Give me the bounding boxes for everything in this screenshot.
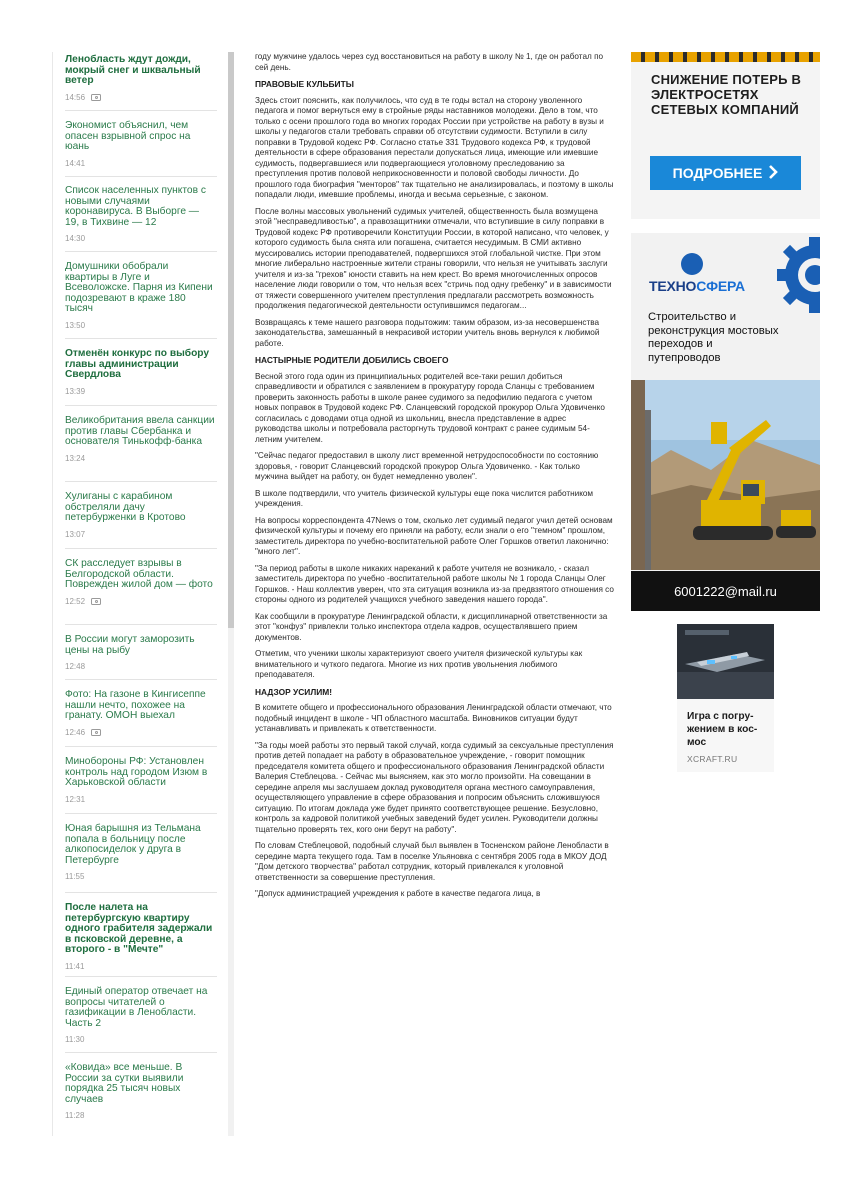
news-divider xyxy=(65,746,217,747)
news-time: 11:41 xyxy=(65,961,85,971)
news-meta xyxy=(65,234,215,243)
news-item[interactable] xyxy=(65,903,215,971)
news-title[interactable]: «Ковида» все меньше. В России за сутки выявили порядка 25 тысяч новых случаев xyxy=(65,1062,184,1105)
news-time: 14:30 xyxy=(65,234,86,244)
news-time: 14:41 xyxy=(65,158,86,168)
article-paragraph: На вопросы корреспондента 47News о том, сколько лет судимый педагог учил детей основам физической культуры и почему его приняли на работу, если знали о его "темном" прошлом, заместитель директора по учебно-воспитательной работе Олег Горшков ответил лаконично: "много лет". xyxy=(255,515,613,556)
article-paragraph: В школе подтвердили, что учитель физической культуры еще пока числится работником учреждения. xyxy=(255,488,594,508)
news-meta xyxy=(65,728,215,737)
news-divider xyxy=(65,624,217,625)
news-meta xyxy=(65,962,215,971)
chevron-right-icon xyxy=(768,165,778,182)
article-paragraph: "Сейчас педагог предоставил в школу лист временной нетрудоспособности по состоянию здоровья, - говорит Сланцевский городской прокурор Ольга Удовиченко. - Как только мужчина выйдет на работу, он будет немедленно уволен". xyxy=(255,451,599,481)
news-time: 12:46 xyxy=(65,727,86,737)
news-item[interactable] xyxy=(65,1063,215,1120)
news-meta xyxy=(65,795,215,804)
news-item[interactable] xyxy=(65,635,215,671)
news-title[interactable]: После налета на петербургскую квартиру одного грабителя задержали в псковской деревне, а второго - в "Мечте" xyxy=(65,902,213,956)
article-paragraph: Как сообщили в прокуратуре Ленинградской области, к дисциплинарной ответственности за этот "конфуз" привлекли только инспектора отдела кадров, осуществлявшего прием документов. xyxy=(255,611,608,642)
news-meta xyxy=(65,530,215,539)
news-divider xyxy=(65,481,217,482)
news-title[interactable]: Список населенных пунктов с новыми случаями коронавируса. В Выборге — 19, в Тихвине — 12 xyxy=(65,185,206,228)
news-item[interactable] xyxy=(65,262,215,330)
news-item[interactable] xyxy=(65,690,215,737)
article-paragraph: Весной этого года один из принципиальных родителей все-таки решил добиться справедливости и обратился с заявлением в прокуратуру города Сланцы с требованием проверить законность работы в школе ранее судимого за педофилию педагога с учетом новых поправок в Трудовой кодекс РФ. Сланцевский городской прокурор Ольга Удовиченко согласилась с доводами отца одной из школьниц, внесла представление в адрес руководства школы и потребовала расторгнуть трудовой контракт с ранее судимым 54-летним учителем. xyxy=(255,371,605,444)
news-time: 12:31 xyxy=(65,794,86,804)
news-meta xyxy=(65,597,215,606)
ad-email[interactable]: 6001222@mail.ru xyxy=(631,571,820,611)
news-title[interactable]: Домушники обобрали квартиры в Луге и Всеволожске. Парня из Кипени подозревают в краже 180 тысяч xyxy=(65,261,213,315)
ad-brand xyxy=(649,278,745,294)
scrollbar-thumb[interactable] xyxy=(228,52,234,628)
news-title[interactable]: Ленобласть ждут дожди, мокрый снег и шквальный ветер xyxy=(65,54,201,87)
news-time: 14:56 xyxy=(65,92,86,102)
excavator-photo xyxy=(631,380,820,570)
news-time: 13:24 xyxy=(65,453,86,463)
ad-source: XCRAFT.RU xyxy=(687,754,738,764)
news-divider xyxy=(65,892,217,893)
news-title[interactable]: Отменён конкурс по выбору главы администрации Свердлова xyxy=(65,348,210,381)
ad-headline: СНИЖЕНИЕ ПОТЕРЬ В ЭЛЕКТРОСЕТЯХ СЕТЕВЫХ КОМПАНИЙ xyxy=(651,72,802,117)
news-time: 11:28 xyxy=(65,1111,85,1121)
news-feed xyxy=(52,52,225,1136)
news-item[interactable] xyxy=(65,121,215,168)
ad-more-button-label: ПОДРОБНЕЕ xyxy=(672,165,763,181)
news-title[interactable]: СК расследует взрывы в Белгородской области. Поврежден жилой дом — фото xyxy=(65,558,213,591)
ad-brand-part-1: ТЕХНО xyxy=(649,278,697,294)
ad-more-button[interactable] xyxy=(650,156,801,190)
article-paragraph: Возвращаясь к теме нашего разговора подытожим: таким образом, из-за несовершенства законодательства, замешанный в некрасивой истории учитель вновь вернулся к любимой работе. xyxy=(255,317,600,348)
news-item[interactable] xyxy=(65,824,215,881)
ad-brand-part-2: СФЕРА xyxy=(696,278,745,294)
news-item[interactable] xyxy=(65,987,215,1044)
game-thumbnail xyxy=(677,624,774,699)
news-item[interactable] xyxy=(65,492,215,539)
article-subheading: НАДЗОР УСИЛИМ! xyxy=(255,686,332,697)
article-paragraph: Отметим, что ученики школы характеризуют своего учителя физической культуры как внимательного и чуткого педагога. Многие из них против увольнения любимого преподавателя. xyxy=(255,649,583,679)
news-time: 11:55 xyxy=(65,872,85,882)
ad-caption: Игра с погружением в космос xyxy=(687,711,758,748)
news-meta xyxy=(65,387,215,396)
news-time: 13:39 xyxy=(65,386,86,396)
brand-logo-icon xyxy=(681,253,703,275)
article-paragraph: Здесь стоит пояснить, как получилось, что суд в те годы встал на сторону уволенного педагога и помог вернуться ему в стройные ряды наставников молодежи. Дело в том, что только с осени прошлого года во многих городах России при устройстве на работу в вузы и школы у педагогов стали требовать справки об отсутствии судимости. Вступили в силу поправки в Трудовой кодекс РФ. Согласно статье 331 Трудового кодекса РФ, к трудовой деятельности в сфере образования перестали допускаться лица, имеющие или имевшие судимость, подвергавшиеся или подвергающиеся уголовному преследованию за преступления против половой неприкосновенности и половой свободы личности. До прошлого года биография "менторов" так тщательно не анализировалась, и поэтому в школы попадали люди, имевшие проблемы, иногда и весьма серьезные, с законом. xyxy=(255,95,614,199)
gear-icon xyxy=(771,235,820,319)
news-time: 12:52 xyxy=(65,596,86,606)
news-meta xyxy=(65,93,215,102)
article-paragraph: В комитете общего и профессионального образования Ленинградской области отмечают, что подобный инцидент в школе - ЧП областного масштаба. Виновников ситуации будут устанавливать и привлекать к ответственности. xyxy=(255,703,612,733)
ad-technosfera[interactable] xyxy=(631,233,820,611)
article-subheading: ПРАВОВЫЕ КУЛЬБИТЫ xyxy=(255,79,354,89)
article-body xyxy=(255,52,615,906)
news-title[interactable]: Экономист объяснил, чем опасен взрывной спрос на юань xyxy=(65,120,191,153)
news-meta xyxy=(65,454,215,463)
news-time: 13:07 xyxy=(65,529,86,539)
news-meta xyxy=(65,159,215,168)
news-divider xyxy=(65,813,217,814)
news-title[interactable]: Великобритания ввела санкции против главы Сбербанка и основателя Тинькофф-банка xyxy=(65,415,215,448)
news-time: 12:48 xyxy=(65,662,86,672)
news-title[interactable]: Единый оператор отвечает на вопросы читателей о газификации в Ленобласти. Часть 2 xyxy=(65,986,208,1029)
news-divider xyxy=(65,110,217,111)
news-item[interactable] xyxy=(65,349,215,396)
news-divider xyxy=(65,405,217,406)
article-paragraph: После волны массовых увольнений судимых учителей, общественность была возмущена этой "несправедливостью", а правозащитники отмечали, что вступившие в силу поправки в Трудовой кодекс РФ противоречили Конституции России, в которой написано, что человек, у которого судимость была снята или погашена, считается несудимым. В СМИ активно муссировались истории преподавателей, подвергшихся этой глобальной чистке. При этом многие либерально настроенные жители страны говорили, что нельзя не учитывать заслуги учителя и из-за "грехов" юности ставить на нем крест. Во время многочисленных опросов население люди говорили о том, что нельзя всех "стричь под одну гребенку" и в зависимости от тяжести совершенного учителем преступления предлагали рассмотреть возможность продолжения педагогической деятельности оступившимся педагогам... xyxy=(255,206,612,310)
camera-icon xyxy=(91,94,101,101)
news-divider xyxy=(65,548,217,549)
news-title[interactable]: Фото: На газоне в Кингисеппе нашли нечто, похожее на гранату. ОМОН выехал xyxy=(65,689,206,722)
ad-description: Строительство и реконструкция мостовых переходов и путепроводов xyxy=(648,311,779,364)
news-meta xyxy=(65,1111,215,1120)
camera-icon xyxy=(91,729,101,736)
news-title[interactable]: Юная барышня из Тельмана попала в больницу после алкопосиделок у друга в Петербурге xyxy=(65,823,201,866)
ad-stripes xyxy=(631,52,820,62)
news-divider xyxy=(65,251,217,252)
news-meta xyxy=(65,321,215,330)
news-divider xyxy=(65,176,217,177)
news-meta xyxy=(65,872,215,881)
news-meta xyxy=(65,662,215,671)
news-item[interactable] xyxy=(65,757,215,804)
news-meta xyxy=(65,1035,215,1044)
article-paragraph: "За период работы в школе никаких нареканий к работе учителя не возникало, - сказал заместитель директора по учебно -воспитательной работе школы № 1 города Сланцы Олег Горшков. - Наш коллектив уверен, что эта ситуация возникла из-за предвзятого отношения со стороны одного из родителей учащихся учебного заведения нашего города". xyxy=(255,563,614,604)
article-paragraph: По словам Стеблецовой, подобный случай был выявлен в Тосненском районе Ленобласти в середине марта текущего года. Там в поселке Ульяновка с сентября 2005 года в МКОУ ДОД "Дом детского творчества" работал сотрудник, который привлекался к уголовной ответственности за совершение преступления. xyxy=(255,841,609,882)
camera-icon xyxy=(91,598,101,605)
news-divider xyxy=(65,976,217,977)
article-paragraph: "За годы моей работы это первый такой случай, когда судимый за сексуальные преступления против детей попадает на работу в образовательное учреждение, - говорит помощник председателя комитета общего и профессионального образования Ленинградской области Валерия Стеблецова. - Сейчас мы выясняем, как это могло произойти. На совещании в середине апреля мы заслушаем доклад руководителя органа местного самоуправления, осуществляющего управление в сфере образования и попросим объяснить сложившуюся ситуацию. По итогам доклада уже будет принято соответствующее решение. Безусловно, контроль за кадровой политикой учебных заведений будет усилен. Руководители должны тщательно проверять тех, кого они берут на работу". xyxy=(255,740,614,834)
article-paragraph: "Допуск администрацией учреждения к работе в качестве педагога лица, в xyxy=(255,889,541,898)
news-item[interactable] xyxy=(65,416,215,463)
news-title[interactable]: В России могут заморозить цены на рыбу xyxy=(65,634,195,656)
ad-xcraft[interactable] xyxy=(677,624,774,772)
news-item[interactable] xyxy=(65,559,215,606)
news-time: 13:50 xyxy=(65,320,86,330)
news-item[interactable] xyxy=(65,186,215,243)
article-paragraph: году мужчине удалось через суд восстановиться на работу в школу № 1, где он работал по сей день. xyxy=(255,52,604,72)
news-divider xyxy=(65,338,217,339)
news-item[interactable] xyxy=(65,55,215,102)
news-divider xyxy=(65,679,217,680)
page-top xyxy=(50,0,822,52)
news-title[interactable]: Хулиганы с карабином обстреляли дачу петербурженки в Кротово xyxy=(65,491,186,524)
news-title[interactable]: Минобороны РФ: Установлен контроль над городом Изюм в Харьковской области xyxy=(65,756,208,789)
ad-electrical-grid[interactable] xyxy=(631,52,820,219)
article-subheading: НАСТЫРНЫЕ РОДИТЕЛИ ДОБИЛИСЬ СВОЕГО xyxy=(255,355,449,365)
news-time: 11:30 xyxy=(65,1035,85,1045)
news-divider xyxy=(65,1052,217,1053)
